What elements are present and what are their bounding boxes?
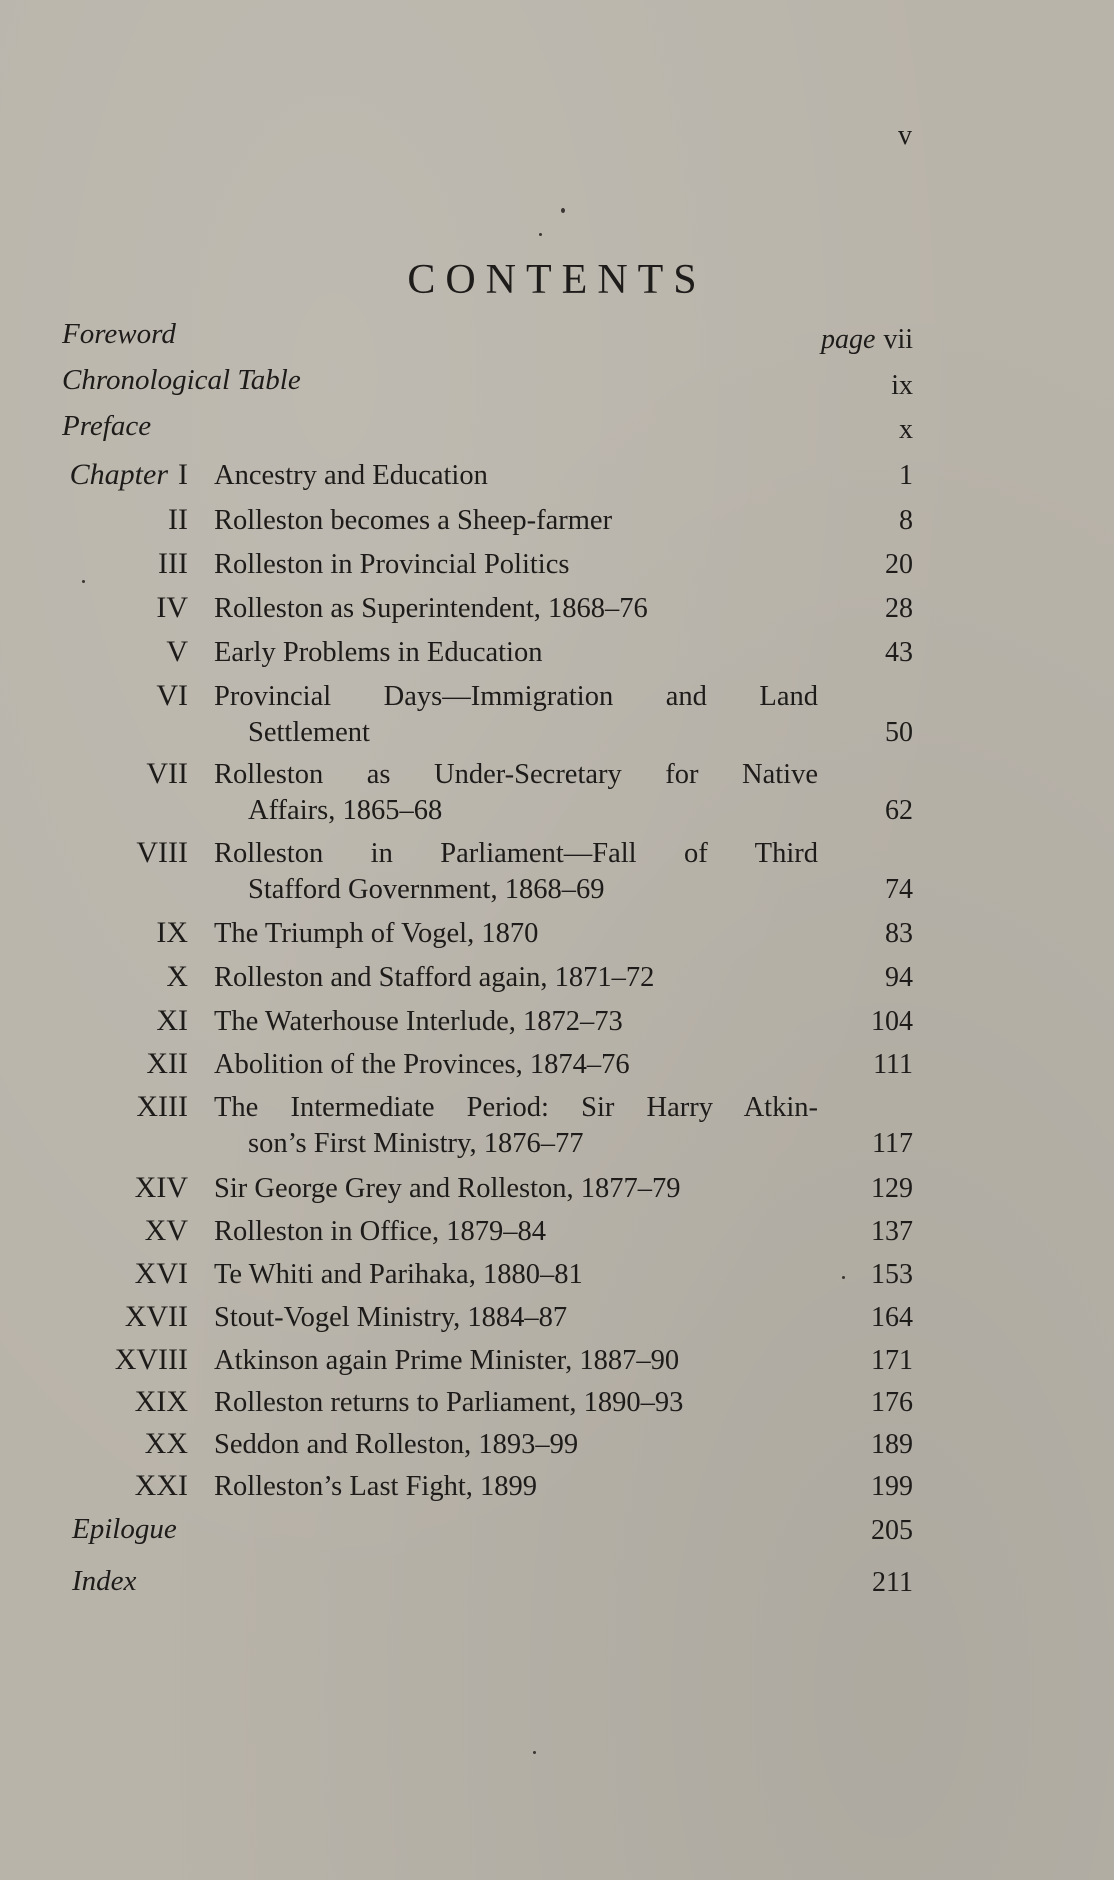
chapter-page: 20	[885, 549, 913, 580]
chapter-title: Rolleston returns to Parliament, 1890–93	[214, 1387, 684, 1418]
page-number: v	[898, 120, 912, 151]
front-matter-foreword-page: page vii	[821, 324, 913, 355]
chapter-page: 1	[899, 460, 913, 491]
chapter-number: XV	[144, 1214, 188, 1247]
front-matter-preface: Preface	[62, 410, 152, 442]
chapter-title: Rolleston as Superintendent, 1868–76	[214, 593, 648, 624]
chapter-page: 176	[871, 1387, 913, 1418]
chapter-page: 199	[871, 1471, 913, 1502]
chapter-title: Rolleston in Provincial Politics	[214, 549, 570, 580]
chapter-title: Rolleston in Office, 1879–84	[214, 1216, 546, 1247]
chapter-number: XVIII	[114, 1343, 188, 1376]
chapter-number: XII	[146, 1047, 188, 1080]
chapter-title: Rolleston’s Last Fight, 1899	[214, 1471, 538, 1502]
chapter-page: 104	[871, 1006, 913, 1037]
chapter-title: Rolleston and Stafford again, 1871–72	[214, 962, 655, 993]
chapter-page: 153	[871, 1259, 913, 1290]
chapter-page: 8	[899, 505, 913, 536]
chapter-number: Chapter I	[69, 458, 188, 491]
paper-speck	[561, 208, 565, 213]
paper-speck	[842, 1276, 845, 1279]
chapter-number: XX	[144, 1427, 188, 1460]
chapter-title: Te Whiti and Parihaka, 1880–81	[214, 1259, 583, 1290]
chapter-page: 164	[871, 1302, 913, 1333]
chapter-title: Rolleston as Under-Secretary for Native Affairs, 1865–68	[214, 759, 818, 826]
back-matter-epilogue-page: 205	[871, 1515, 913, 1546]
chapter-number: III	[158, 547, 188, 580]
chapter-title: Rolleston in Parliament—Fall of Third Stafford Government, 1868–69	[214, 838, 818, 905]
chapter-number: XXI	[134, 1469, 188, 1502]
chapter-title: Sir George Grey and Rolleston, 1877–79	[214, 1173, 681, 1204]
chapter-page: 50	[885, 717, 913, 748]
chapter-title: The Triumph of Vogel, 1870	[214, 918, 539, 949]
chapter-title: Seddon and Rolleston, 1893–99	[214, 1429, 579, 1460]
chapter-page: 171	[871, 1345, 913, 1376]
chapter-page: 62	[885, 795, 913, 826]
chapter-title: Rolleston becomes a Sheep-farmer	[214, 505, 613, 536]
chapter-page: 43	[885, 637, 913, 668]
chapter-title: The Waterhouse Interlude, 1872–73	[214, 1006, 623, 1037]
chapter-title: Early Problems in Education	[214, 637, 543, 668]
paper-speck	[82, 580, 85, 583]
paper-speck	[539, 233, 542, 236]
chapter-number: XIX	[134, 1385, 188, 1418]
chapter-number: XIV	[134, 1171, 188, 1204]
chapter-number: IX	[156, 916, 188, 949]
chapter-number: XVII	[124, 1300, 188, 1333]
chapter-page: 111	[873, 1049, 913, 1080]
chapter-prefix: Chapter	[69, 458, 168, 491]
chapter-page: 129	[871, 1173, 913, 1204]
chapter-page: 28	[885, 593, 913, 624]
chapter-number: XI	[156, 1004, 188, 1037]
back-matter-epilogue: Epilogue	[72, 1513, 177, 1545]
chapter-page: 83	[885, 918, 913, 949]
chapter-title: Provincial Days—Immigration and Land Settlement	[214, 681, 818, 748]
chapter-number: X	[166, 960, 188, 993]
front-matter-foreword: Foreword	[62, 318, 176, 350]
chapter-number: VIII	[136, 836, 188, 869]
chapter-title: Stout-Vogel Ministry, 1884–87	[214, 1302, 568, 1333]
paper-speck	[533, 1751, 536, 1754]
chapter-page: 137	[871, 1216, 913, 1247]
chapter-page: 94	[885, 962, 913, 993]
chapter-title: Atkinson again Prime Minister, 1887–90	[214, 1345, 680, 1376]
chapter-number: IV	[156, 591, 188, 624]
chapter-number: V	[166, 635, 188, 668]
page-label: page	[821, 324, 876, 355]
chapter-page: 189	[871, 1429, 913, 1460]
chapter-number: XVI	[134, 1257, 188, 1290]
chapter-number: II	[168, 503, 188, 536]
chapter-title: The Intermediate Period: Sir Harry Atkin- son’s First Ministry, 1876–77	[214, 1092, 818, 1159]
front-matter-chronological-table: Chronological Table	[62, 364, 301, 396]
chapter-page: 74	[885, 874, 913, 905]
chapter-number: VI	[156, 679, 188, 712]
chapter-page: 117	[872, 1128, 913, 1159]
chapter-title: Abolition of the Provinces, 1874–76	[214, 1049, 630, 1080]
front-matter-preface-page: x	[899, 414, 913, 445]
front-matter-chronological-table-page: ix	[891, 370, 913, 401]
back-matter-index-page: 211	[872, 1567, 913, 1598]
chapter-title: Ancestry and Education	[214, 460, 488, 491]
contents-title: CONTENTS	[407, 257, 707, 303]
chapter-number: VII	[146, 757, 188, 790]
chapter-number: XIII	[136, 1090, 188, 1123]
back-matter-index: Index	[72, 1565, 137, 1597]
